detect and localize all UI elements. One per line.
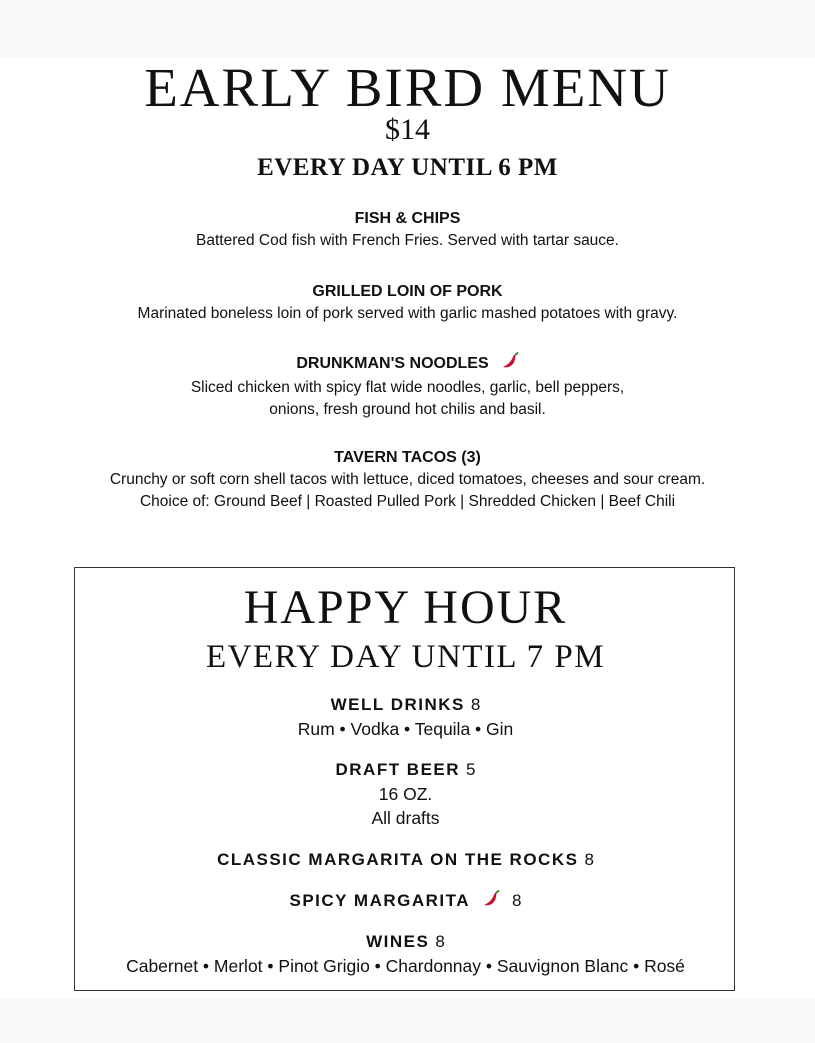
happy-hour-box [74, 567, 735, 991]
drink-name: WELL DRINKS [330, 695, 465, 714]
happy-hour-title: HAPPY HOUR [243, 581, 568, 634]
chili-pepper-icon [482, 890, 500, 915]
drink-price: 8 [470, 695, 481, 714]
menu-item-name: DRUNKMAN'S NOODLES [296, 355, 489, 372]
drink-name-row [75, 930, 736, 954]
menu-item [0, 281, 815, 325]
early-bird-price: $14 [385, 113, 430, 146]
drink-price: 8 [435, 932, 445, 951]
drink-item [75, 758, 736, 830]
drink-price: 8 [512, 891, 522, 910]
drink-name: CLASSIC MARGARITA ON THE ROCKS [217, 850, 579, 869]
menu-item [0, 208, 815, 252]
menu-item-name: GRILLED LOIN OF PORK [312, 283, 503, 300]
menu-item-name: FISH & CHIPS [354, 210, 461, 227]
chili-pepper-icon [501, 352, 519, 377]
drink-price: 5 [466, 760, 476, 779]
drink-description: Rum • Vodka • Tequila • Gin [297, 719, 514, 739]
drink-name: SPICY MARGARITA [289, 891, 471, 910]
happy-hour-subtitle: EVERY DAY UNTIL 7 PM [205, 639, 606, 675]
drink-name-row [75, 848, 736, 872]
menu-item-name-row [0, 352, 815, 377]
early-bird-title: EARLY BIRD MENU [144, 57, 671, 118]
menu-item-name: TAVERN TACOS (3) [334, 449, 481, 466]
drink-name-row [75, 758, 736, 782]
menu-item-description: Battered Cod fish with French Fries. Served with tartar sauce. [196, 232, 619, 249]
menu-item-description: Marinated boneless loin of pork served with garlic mashed potatoes with gravy. [137, 305, 678, 322]
drink-price: 8 [584, 850, 594, 869]
menu-item-description: onions, fresh ground hot chilis and basil. [269, 401, 546, 418]
menu-item-choices: Choice of: Ground Beef | Roasted Pulled Pork | Shredded Chicken | Beef Chili [139, 493, 676, 510]
drink-description: 16 OZ. [378, 784, 433, 804]
drink-name-row [75, 693, 736, 717]
drink-name: DRAFT BEER [335, 760, 461, 779]
bottom-margin [0, 998, 815, 1043]
drink-item [75, 693, 736, 741]
drink-description: Cabernet • Merlot • Pinot Grigio • Chardonnay • Sauvignon Blanc • Rosé [126, 956, 685, 976]
drink-item [75, 848, 736, 872]
early-bird-subtitle: EVERY DAY UNTIL 6 PM [257, 154, 558, 181]
drink-description: All drafts [371, 808, 440, 828]
top-margin [0, 0, 815, 58]
menu-item-description: Crunchy or soft corn shell tacos with lettuce, diced tomatoes, cheeses and sour cream. [109, 471, 706, 488]
drink-name-row [75, 889, 736, 915]
menu-item [0, 352, 815, 421]
menu-item-description: Sliced chicken with spicy flat wide noodles, garlic, bell peppers, [190, 379, 625, 396]
drink-item [75, 930, 736, 978]
drink-item [75, 889, 736, 915]
drink-name: WINES [366, 932, 430, 951]
menu-item [0, 447, 815, 513]
